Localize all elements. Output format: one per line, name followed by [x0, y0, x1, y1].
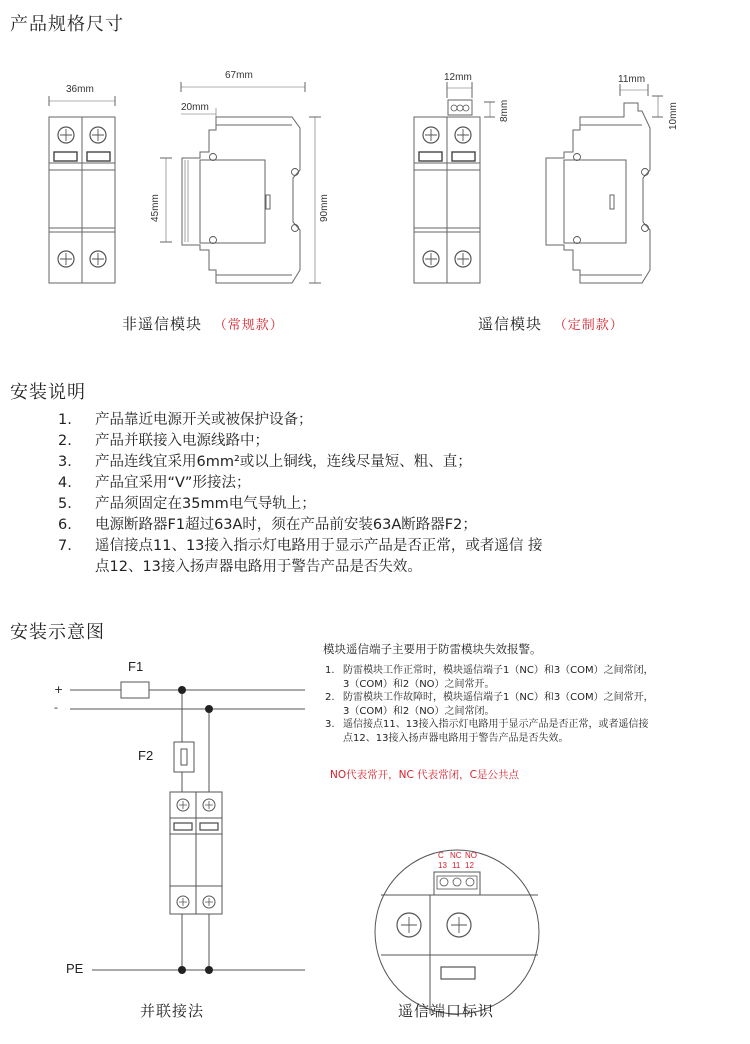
dim-10mm: 10mm — [668, 102, 679, 130]
install-title: 安装说明 — [10, 382, 86, 403]
note-item: 1. 防雷模块工作正常时，模块遥信端子1（NC）和3（COM）之间常闭， — [325, 665, 654, 676]
install-item: 5. 产品须固定在35mm电气导轨上； — [58, 496, 316, 512]
note-item-cont: 3（COM）和2（NO）之间常开。 — [343, 678, 495, 690]
f2-label: F2 — [138, 748, 154, 763]
terminal-number-13: 13 — [438, 861, 447, 870]
install-item: 6. 电源断路器F1超过63A时，须在产品前安装63A断路器F2； — [58, 517, 477, 533]
notes-legend: NO代表常开，NC 代表常闭，C是公共点 — [330, 769, 519, 781]
f1-label: F1 — [128, 659, 144, 674]
left-caption-text: 非遥信模块 — [122, 315, 203, 333]
dim-20mm: 20mm — [181, 102, 209, 113]
dim-36mm: 36mm — [66, 84, 94, 95]
dim-8mm: 8mm — [499, 99, 510, 122]
spec-title: 产品规格尺寸 — [10, 14, 124, 35]
install-item: 2. 产品并联接入电源线路中； — [58, 433, 269, 449]
terminal-number-12: 12 — [465, 861, 474, 870]
dim-12mm: 12mm — [444, 72, 472, 83]
left-caption-tag: （常规款） — [213, 318, 284, 333]
install-item: 1. 产品靠近电源开关或被保护设备； — [58, 412, 313, 428]
dim-11mm: 11mm — [618, 74, 646, 85]
notes-list — [325, 664, 745, 746]
note-item-cont: 3（COM）和2（NO）之间常闭。 — [343, 705, 495, 717]
terminal-letter-c: C — [438, 851, 444, 860]
dim-90mm: 90mm — [319, 194, 330, 222]
terminal-letter-no: NO — [465, 851, 477, 860]
notes-heading: 模块遥信端子主要用于防雷模块失效报警。 — [323, 642, 542, 656]
install-item: 点12、13接入扬声器电路用于警告产品是否失效。 — [95, 559, 422, 575]
terminal-number-11: 11 — [452, 861, 461, 870]
install-item: 4. 产品宜采用“V”形接法； — [58, 475, 251, 491]
plus-label: + — [54, 683, 64, 696]
dim-45mm: 45mm — [150, 194, 161, 222]
right-caption-tag: （定制款） — [553, 318, 624, 333]
terminal-letter-nc: NC — [450, 851, 462, 860]
terminal-caption: 遥信端口标识 — [398, 1002, 495, 1020]
right-caption-text: 遥信模块 — [478, 315, 543, 333]
note-item: 2. 防雷模块工作故障时，模块遥信端子1（NC）和3（COM）之间常开， — [325, 692, 654, 704]
note-item-cont: 点12、13接入扬声器电路用于警告产品是否失效。 — [343, 732, 569, 744]
pe-label: PE — [66, 961, 84, 976]
note-item: 3. 遥信接点11、13接入指示灯电路用于显示产品是否正常，或者遥信接 — [325, 719, 649, 731]
diagram-title: 安装示意图 — [10, 622, 105, 643]
install-item: 3. 产品连线宜采用6mm²或以上铜线，连线尽量短、粗、直； — [58, 454, 472, 470]
dim-67mm: 67mm — [225, 70, 253, 81]
minus-label: - — [54, 701, 58, 714]
install-item: 7. 遥信接点11、13接入指示灯电路用于显示产品是否正常，或者遥信 接 — [58, 538, 543, 554]
wiring-caption: 并联接法 — [140, 1002, 205, 1020]
